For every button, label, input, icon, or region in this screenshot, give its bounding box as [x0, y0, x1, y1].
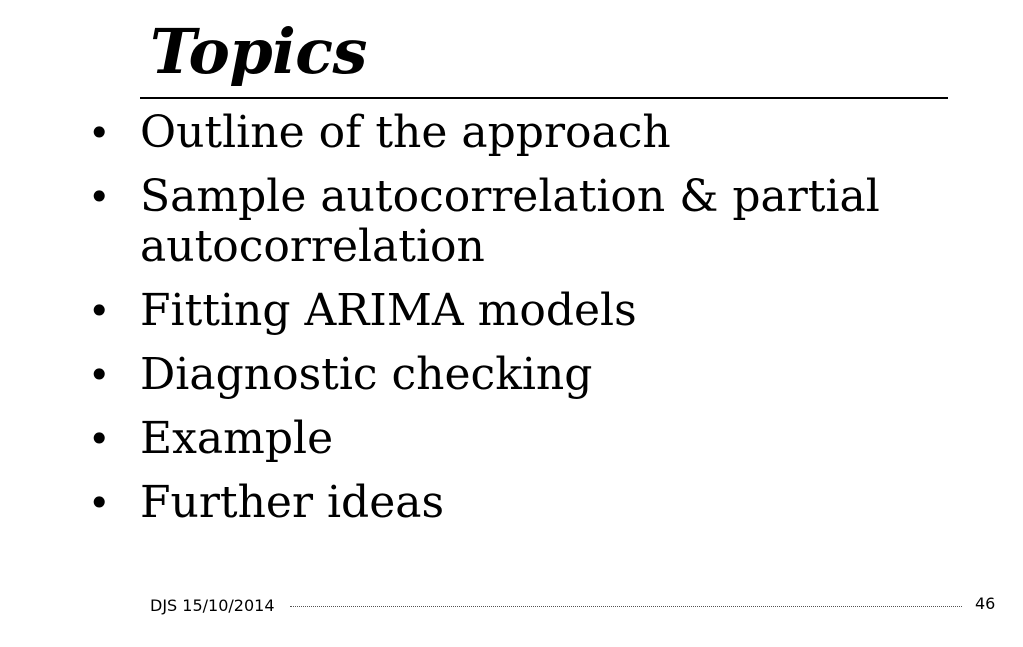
bullet-icon: •: [88, 111, 111, 155]
bullet-icon: •: [88, 289, 111, 333]
bullet-icon: •: [88, 353, 111, 397]
list-item: [88, 414, 948, 464]
list-item: [88, 286, 948, 336]
list-item-text: Fitting ARIMA models: [140, 285, 637, 336]
list-item: [88, 478, 948, 528]
slide-title: Topics: [150, 15, 367, 88]
footer-dotted-rule: [290, 606, 962, 607]
list-item: [88, 350, 948, 400]
bullet-icon: •: [88, 481, 111, 525]
list-item-text: Diagnostic checking: [140, 349, 593, 400]
footer-author-date: DJS 15/10/2014: [150, 596, 275, 615]
slide-number: 46: [975, 594, 996, 613]
list-item-text: Outline of the approach: [140, 107, 671, 158]
topics-list: [88, 108, 948, 542]
list-item-text: Sample autocorrelation & partial autocorrelation: [140, 171, 880, 272]
list-item: [88, 108, 948, 158]
title-underline: [140, 97, 948, 99]
list-item-text: Further ideas: [140, 477, 445, 528]
list-item: [88, 172, 948, 272]
bullet-icon: •: [88, 175, 111, 219]
list-item-text: Example: [140, 413, 334, 464]
bullet-icon: •: [88, 417, 111, 461]
